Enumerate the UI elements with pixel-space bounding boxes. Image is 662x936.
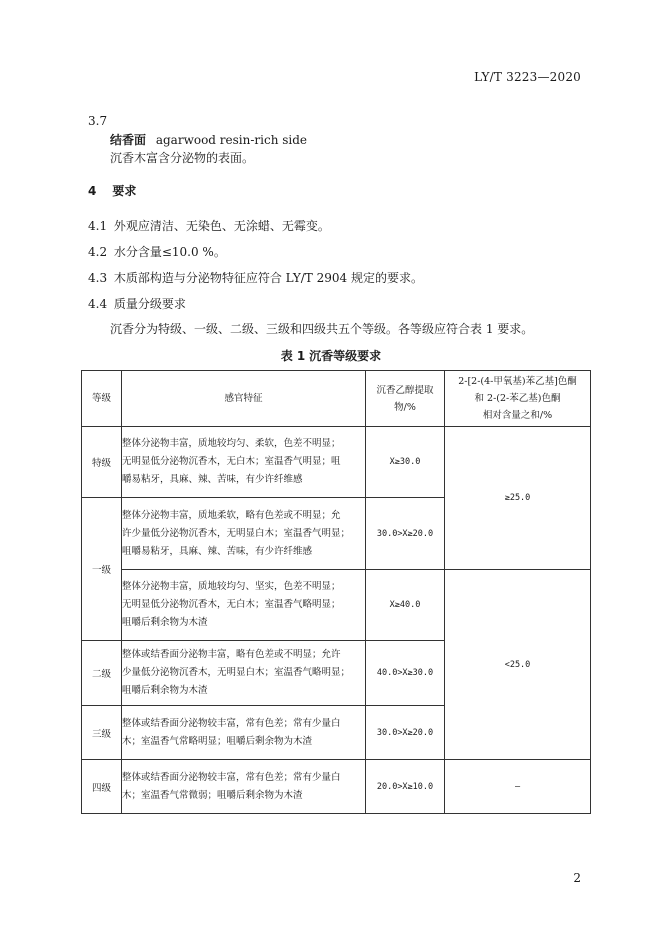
sensory-line: 咀嚼易粘牙，具麻、辣、苦味，有少许纤维感 [122,545,313,557]
sensory-cell [122,427,366,498]
grading-paragraph: 沉香分为特级、一级、二级、三级和四级共五个等级。各等级应符合表 1 要求。 [110,322,534,336]
sensory-line: 少量低分泌物沉香木，无明显白木；室温香气略明显； [122,667,351,678]
sensory-line: 无明显低分泌物沉香木，无白木；室温香气明显；咀 [122,456,341,467]
section-4-heading [88,182,136,199]
table-number: 1 [296,349,306,363]
sensory-line: 咀嚼后剩余物为木渣 [122,617,208,628]
table-label: 表 [280,349,293,363]
requirement-text: 水分含量≤10.0 %。 [113,245,226,259]
sensory-line: 整体分泌物丰富，质地柔软，略有色差或不明显；允 [122,509,341,521]
sensory-line: 无明显低分泌物沉香木，无白木；室温香气略明显； [122,599,341,610]
extract-cell: X≥40.0 [366,570,445,641]
standard-code: LY/T 3223—2020 [474,70,581,84]
section-4-title: 要求 [112,184,137,198]
sensory-line: 木；室温香气常略明显；咀嚼后剩余物为木渣 [122,735,313,747]
table-row [82,760,591,814]
sensory-line: 整体或结香面分泌物较丰富，常有色差；常有少量白 [122,771,341,783]
sensory-cell [122,706,366,760]
term-entry [110,131,307,148]
header-grade: 等级 [82,371,122,427]
requirement-4-3 [88,269,423,286]
sensory-cell [122,760,366,814]
sensory-cell [122,498,366,570]
chromone-cell: ≥25.0 [445,427,591,570]
requirement-4-1 [88,217,330,234]
requirement-text: 木质部构造与分泌物特征应符合 LY/T 2904 规定的要求。 [113,271,423,285]
requirement-number: 4.4 [88,297,108,311]
extract-cell: X≥30.0 [366,427,445,498]
extract-cell: 20.0>X≥10.0 [366,760,445,814]
header-chromone-line: 和 2-(2-苯乙基)色酮 [474,393,561,404]
header-sensory: 感官特征 [122,371,366,427]
sensory-line: 咀嚼后剩余物为木渣 [122,685,208,696]
extract-cell: 30.0>X≥20.0 [366,706,445,760]
grade-cell: 三级 [82,706,122,760]
table-header-row [82,371,591,427]
table-row [82,427,591,498]
sensory-cell [122,641,366,706]
header-chromone-line: 相对含量之和/% [482,410,553,421]
sensory-line: 木；室温香气常微弱；咀嚼后剩余物为木渣 [122,789,303,801]
table-title [0,347,662,364]
grade-table [81,370,591,814]
sensory-line: 嚼易粘牙，具麻、辣、苦味，有少许纤维感 [122,474,303,485]
requirement-text: 质量分级要求 [113,297,186,311]
grade-cell: 四级 [82,760,122,814]
header-chromone-line: 2-[2-(4-甲氧基)苯乙基]色酮 [458,376,577,387]
sensory-line: 整体分泌物丰富，质地较均匀、坚实，色差不明显； [122,581,341,592]
term-definition: 沉香木富含分泌物的表面。 [110,151,255,165]
requirement-number: 4.3 [88,271,108,285]
grade-cell: 特级 [82,427,122,498]
requirement-number: 4.2 [88,245,108,259]
page-number: 2 [573,871,581,885]
sensory-line: 整体或结香面分泌物较丰富，常有色差；常有少量白 [122,717,341,729]
sensory-line: 整体分泌物丰富，质地较均匀、柔软，色差不明显； [122,438,341,449]
sensory-line: 整体或结香面分泌物丰富，略有色差或不明显；允许 [122,649,341,660]
requirement-text: 外观应清洁、无染色、无涂蜡、无霉变。 [113,219,330,233]
grade-cell: 一级 [82,498,122,641]
sensory-line: 许少量低分泌物沉香木，无明显白木；室温香气明显； [122,527,351,539]
sensory-cell [122,570,366,641]
section-4-number: 4 [88,184,97,198]
requirement-number: 4.1 [88,219,108,233]
header-extract-line: 沉香乙醇提取 [376,384,434,396]
section-3-7-number: 3.7 [88,114,108,128]
extract-cell: 40.0>X≥30.0 [366,641,445,706]
header-extract [366,371,445,427]
header-chromone [445,371,591,427]
term-chinese: 结香面 [110,133,147,147]
extract-cell: 30.0>X≥20.0 [366,498,445,570]
chromone-cell: — [445,760,591,814]
requirement-4-2 [88,243,226,260]
table-title-text: 沉香等级要求 [309,349,382,363]
table-row [82,570,591,641]
term-english: agarwood resin-rich side [155,133,308,147]
header-extract-line: 物/% [394,401,416,413]
requirement-4-4 [88,295,186,312]
chromone-cell: <25.0 [445,570,591,760]
grade-cell: 二级 [82,641,122,706]
